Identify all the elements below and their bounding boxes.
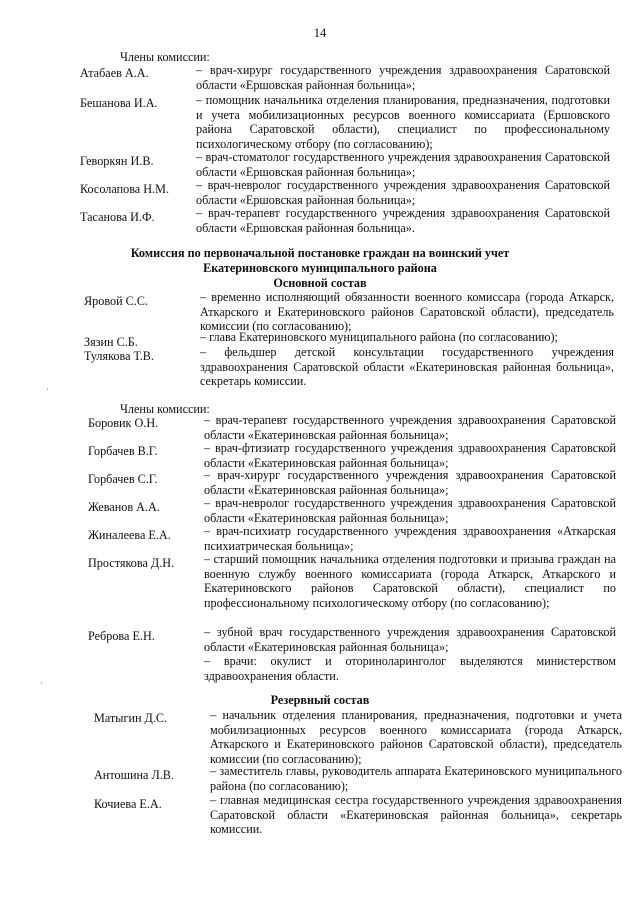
member-desc: – врач-хирург государственного учреждения здравоохранения Саратовской области «Ершовская районная больница»; bbox=[196, 63, 610, 92]
commission-title: Комиссия по первоначальной постановке граждан на воинский учет bbox=[130, 246, 510, 260]
member-desc: – врач-невролог государственного учреждения здравоохранения Саратовской области «Ершовская районная больница»; bbox=[196, 178, 610, 207]
member-name: Тулякова Т.В. bbox=[84, 349, 154, 363]
member-name: Зязин С.Б. bbox=[84, 335, 138, 349]
reserve-composition-heading: Резервный состав bbox=[270, 693, 370, 707]
member-desc: – врач-фтизиатр государственного учреждения здравоохранения Саратовской области «Екатериновская районная больница»; bbox=[204, 441, 617, 470]
member-name: Горбачев С.Г. bbox=[88, 472, 158, 486]
member-name: Косолапова Н.М. bbox=[80, 182, 169, 196]
member-desc: – глава Екатериновского муниципального района (по согласованию); bbox=[200, 330, 558, 344]
members-heading: Члены комиссии: bbox=[120, 402, 210, 416]
members-heading: Члены комиссии: bbox=[120, 50, 210, 64]
member-name: Жеванов А.А. bbox=[88, 500, 160, 514]
member-desc: – фельдшер детской консультации государственного учреждения здравоохранения Саратовской области «Екатериновская районная больница», секретарь комиссии. bbox=[200, 345, 614, 389]
member-name: Антошина Л.В. bbox=[94, 768, 174, 782]
member-desc: – зубной врач государственного учреждения здравоохранения Саратовской области «Екатериновская районная больница»; bbox=[204, 625, 617, 654]
member-name: Бешанова И.А. bbox=[80, 96, 158, 110]
member-desc: – врач-психиатр государственного учреждения здравоохранения «Аткарская психиатрическая больница»; bbox=[204, 524, 616, 553]
member-desc: – врач-терапевт государственного учреждения здравоохранения Саратовской области «Ершовская районная больница». bbox=[196, 206, 610, 235]
commission-subtitle: Екатериновского муниципального района bbox=[203, 261, 437, 275]
member-name: Кочиева Е.А. bbox=[94, 797, 162, 811]
member-name: Реброва Е.Н. bbox=[88, 629, 155, 643]
member-name: Горбачев В.Г. bbox=[88, 444, 158, 458]
member-name: Атабаев А.А. bbox=[80, 66, 149, 80]
member-desc: – врач-терапевт государственного учреждения здравоохранения Саратовской области «Екатериновская районная больница»; bbox=[204, 413, 617, 442]
member-name: Боровик О.Н. bbox=[88, 416, 159, 430]
member-desc: – старший помощник начальника отделения подготовки и призыва граждан на военную службу военного комиссариата (города Аткарск, Аткарского и Екатериновского районов Саратовской области), специалист по профессиональному психологическому отбору (по согласованию); bbox=[204, 552, 616, 610]
member-desc: – временно исполняющий обязанности военного комиссара (города Аткарск, Аткарского и Екатериновского районов Саратовской области), председатель комиссии (по согласованию); bbox=[200, 290, 614, 334]
page-number: 14 bbox=[313, 26, 327, 40]
member-name: Жиналеева Е.А. bbox=[88, 528, 171, 542]
main-composition-heading: Основной состав bbox=[273, 276, 367, 290]
member-desc: – главная медицинская сестра государственного учреждения здравоохранения Саратовской области «Екатериновская районная больница», секретарь комиссии. bbox=[210, 793, 622, 837]
scan-mark: · bbox=[46, 384, 49, 394]
member-desc: – врач-стоматолог государственного учреждения здравоохранения Саратовской области «Ершовская районная больница»; bbox=[196, 150, 610, 179]
scan-mark: · bbox=[40, 678, 43, 688]
member-name: Матыгин Д.С. bbox=[94, 711, 168, 725]
member-desc: – врач-невролог государственного учреждения здравоохранения Саратовской области «Екатериновская районная больница»; bbox=[204, 496, 617, 525]
member-name: Тасанова И.Ф. bbox=[80, 210, 155, 224]
member-name: Яровой С.С. bbox=[84, 294, 149, 308]
member-name: Геворкян И.В. bbox=[80, 154, 154, 168]
member-desc: – врач-хирург государственного учреждения здравоохранения Саратовской области «Екатериновская районная больница»; bbox=[204, 468, 616, 497]
member-desc: – начальник отделения планирования, предназначения, подготовки и учета мобилизационных ресурсов военного комиссариата (города Аткарск, Аткарского и Екатериновского районов Саратовской области), председатель комиссии (по согласованию); bbox=[210, 708, 623, 766]
member-name: Простякова Д.Н. bbox=[88, 556, 175, 570]
member-desc: – помощник начальника отделения планирования, предназначения, подготовки и учета мобилизационных ресурсов военного комиссариата (Ершовского района Саратовской области), специалист по профессиональному психологическому отбору (по согласованию); bbox=[196, 93, 611, 151]
note: – врачи: окулист и оториноларинголог выделяются министерством здравоохранения области. bbox=[204, 654, 616, 683]
member-desc: – заместитель главы, руководитель аппарата Екатериновского муниципального района (по согласованию); bbox=[210, 764, 622, 793]
